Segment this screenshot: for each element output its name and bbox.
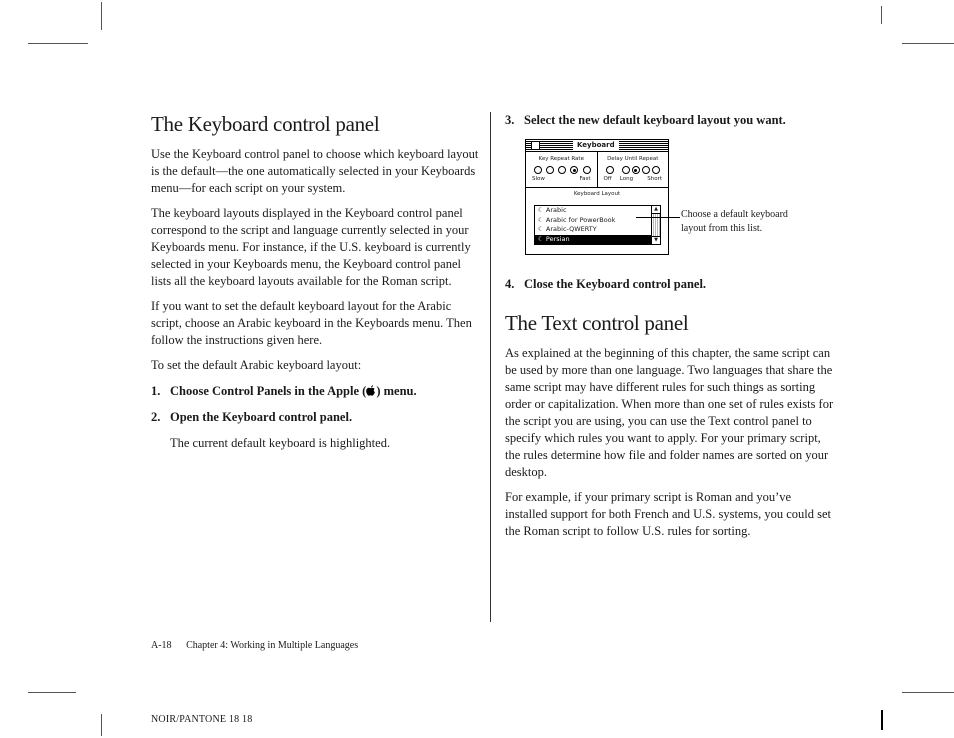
step-2 [151, 409, 479, 426]
section-heading: The Text control panel [505, 311, 689, 335]
arabic-script-icon: ☾ [538, 206, 546, 214]
layout-name: Arabic-QWERTY [545, 225, 597, 233]
title-bar [526, 140, 668, 152]
short-label: Short [647, 176, 662, 182]
step-text-before: Choose Control Panels in the Apple ( [170, 384, 367, 398]
paragraph: For example, if your primary script is Roman and you’ve installed support for both French and U.S. systems, you could set the Roman script to follow U.S. rules for sorting. [505, 490, 832, 538]
layout-name: Arabic for PowerBook [545, 215, 616, 224]
arabic-script-icon: ☾ [538, 225, 546, 233]
section-heading: The Keyboard control panel [151, 112, 380, 136]
delay-label: Delay Until Repeat [607, 156, 659, 162]
crop-mark [28, 43, 88, 44]
repeat-settings [526, 152, 668, 188]
page-footer [151, 640, 358, 651]
keyboard-layout-list[interactable] [534, 205, 661, 245]
crop-mark [101, 2, 102, 30]
keyboard-control-panel [525, 139, 669, 255]
paragraph: As explained at the beginning of this chapter, the same script can be used by more than one language. Two languages that share the same script may have different rules for such things as sorting order or capitalization. When more than one set of rules exists for the script you are using, you can use the Text control panel to specify which rules you want to apply. For your primary script, the rules determine how file and folder names are sorted on your desktop. [505, 346, 834, 479]
close-box[interactable] [531, 141, 540, 150]
chapter-title: Chapter 4: Working in Multiple Languages [186, 640, 359, 651]
crop-mark [881, 6, 882, 24]
figure-callout: Choose a default keyboard layout from this list. [681, 209, 788, 234]
radio-button[interactable] [558, 166, 566, 174]
crop-mark [902, 43, 954, 44]
delay-ends [604, 176, 663, 182]
step-number: 1. [151, 384, 161, 398]
paragraph: To set the default Arabic keyboard layout: [151, 358, 362, 372]
step-1 [151, 383, 479, 400]
long-label: Long [619, 176, 634, 182]
layout-name: Persian [545, 234, 570, 243]
crop-mark [101, 714, 102, 736]
scroll-up-arrow-icon[interactable]: ▲ [652, 206, 660, 214]
list-item[interactable] [535, 225, 660, 235]
paragraph: If you want to set the default keyboard layout for the Arabic script, choose an Arabic keyboard in the Keyboards menu. Then follow the instructions given here. [151, 299, 472, 347]
crop-mark [28, 692, 76, 693]
radio-button[interactable] [534, 166, 542, 174]
page-number: A-18 [151, 640, 172, 651]
delay-until-repeat [597, 152, 669, 187]
list-item-selected[interactable] [535, 235, 660, 245]
radio-button[interactable] [583, 166, 591, 174]
off-label: Off [603, 176, 612, 182]
radio-button[interactable] [652, 166, 660, 174]
scrollbar[interactable] [651, 206, 660, 244]
fast-label: Fast [579, 176, 591, 182]
step-3 [505, 112, 835, 129]
radio-button-selected[interactable] [570, 166, 578, 174]
key-repeat-radios [534, 166, 591, 174]
radio-button[interactable] [622, 166, 630, 174]
keyboard-layout-label: Keyboard Layout [573, 191, 621, 197]
step-number: 2. [151, 410, 161, 424]
column-rule [490, 112, 491, 622]
step-text: Select the new default keyboard layout you want. [524, 113, 786, 127]
step-text-after: ) menu. [376, 384, 417, 398]
delay-radios [606, 166, 661, 174]
key-repeat-ends [532, 176, 591, 182]
step-text: Close the Keyboard control panel. [524, 277, 707, 291]
apple-icon [366, 384, 376, 398]
step-number: 4. [505, 277, 515, 291]
radio-button[interactable] [606, 166, 614, 174]
left-column [151, 112, 479, 460]
paragraph: The keyboard layouts displayed in the Keyboard control panel correspond to the script and language currently selected in your Keyboards menu. For instance, if the U.S. keyboard is currently selected in your Keyboards menu, the Keyboard control panel lists all the keyboard layouts available for the Roman script. [151, 206, 471, 288]
paragraph: Use the Keyboard control panel to choose which keyboard layout is the default—the one automatically selected in your Keyboards menu—for each script on your system. [151, 147, 479, 195]
callout-leader-line [636, 217, 680, 218]
step-text: Open the Keyboard control panel. [170, 410, 353, 424]
radio-button[interactable] [546, 166, 554, 174]
arabic-script-icon: ☾ [538, 215, 546, 224]
crop-mark [902, 692, 954, 693]
arabic-script-icon: ☾ [538, 234, 546, 243]
slow-label: Slow [532, 176, 545, 182]
list-item[interactable] [535, 206, 660, 216]
step-note: The current default keyboard is highlighted. [170, 436, 391, 450]
scroll-down-arrow-icon[interactable]: ▼ [652, 236, 660, 244]
key-repeat-label: Key Repeat Rate [538, 156, 584, 162]
step-number: 3. [505, 113, 515, 127]
layout-name: Arabic [545, 206, 567, 214]
window-title: Keyboard [573, 140, 619, 151]
printer-mark: NOIR/PANTONE 18 18 [151, 714, 253, 725]
step-4 [505, 276, 835, 293]
radio-button[interactable] [642, 166, 650, 174]
step-text [170, 383, 417, 400]
radio-button-selected[interactable] [632, 166, 640, 174]
crop-mark [881, 710, 883, 730]
key-repeat-rate [526, 152, 597, 187]
